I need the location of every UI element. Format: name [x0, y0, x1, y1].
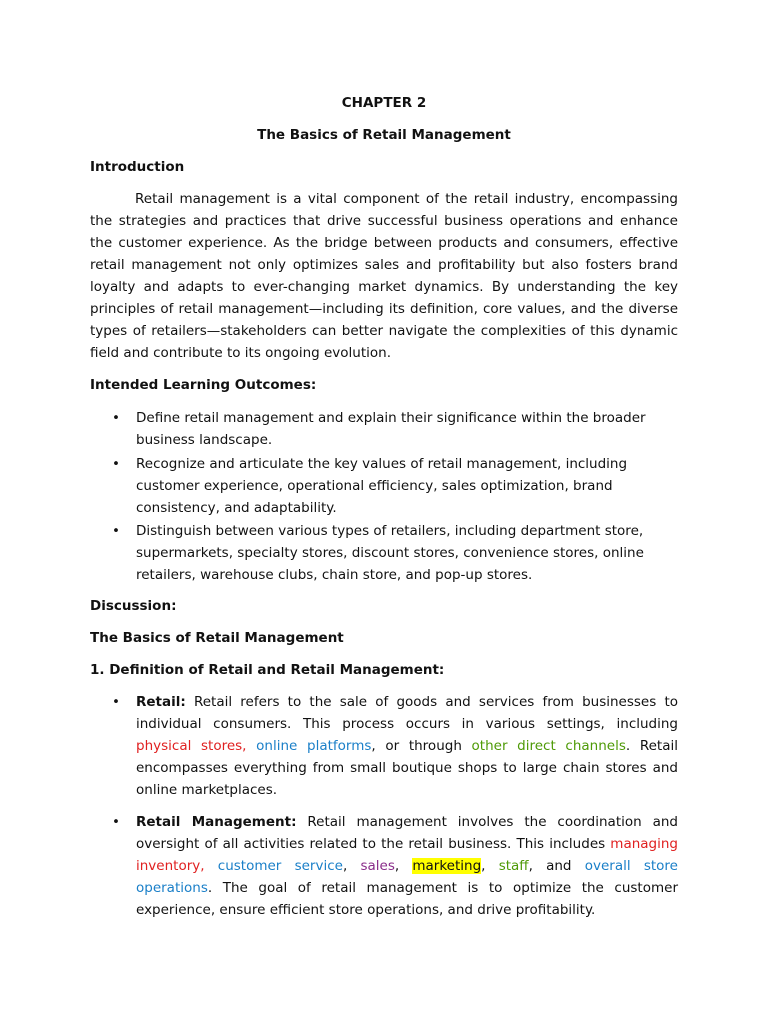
section-heading: 1. Definition of Retail and Retail Management: — [90, 662, 445, 678]
discussion-subheading: The Basics of Retail Management — [90, 630, 344, 646]
definitions-list — [90, 691, 678, 921]
definition-text: Retail refers to the sale of goods and services from businesses to individual consumers. This process occurs in various settings, including — [136, 694, 678, 732]
list-item — [90, 407, 678, 451]
store-operations-text: overall store operations — [136, 858, 678, 896]
outcome-text: Distinguish between various types of retailers, including department store, supermarkets, specialty stores, discount stores, convenience stores, online retailers, warehouse clubs, chain store, and pop-up stores. — [136, 523, 644, 583]
chapter-title: The Basics of Retail Management — [257, 127, 511, 143]
term-label: Retail Management: — [136, 814, 297, 830]
term-label: Retail: — [136, 694, 186, 710]
definition-text: . Retail encompasses everything from small boutique shops to large chain stores and online marketplaces. — [136, 738, 678, 798]
definition-text: Retail management involves the coordination and oversight of all activities related to the retail business. This includes — [136, 814, 678, 852]
bullet-icon: • — [112, 523, 120, 539]
outcomes-list — [90, 407, 678, 586]
definition-text: . The goal of retail management is to optimize the customer experience, ensure efficient store operations, and drive profitability. — [136, 880, 678, 918]
discussion-heading: Discussion: — [90, 598, 177, 614]
managing-inventory-text: managing inventory, — [136, 836, 678, 874]
list-item — [90, 453, 678, 519]
separator-text: , and — [528, 858, 585, 874]
separator-text: , — [394, 858, 413, 874]
chapter-label: CHAPTER 2 — [341, 95, 427, 111]
sales-text: sales — [360, 858, 395, 874]
intro-heading: Introduction — [90, 159, 185, 175]
spacer-text — [246, 738, 256, 754]
retail-definition — [90, 691, 678, 801]
retail-management-definition — [90, 811, 678, 921]
online-platforms-text: online platforms — [256, 738, 372, 754]
bullet-icon: • — [112, 814, 120, 830]
spacer-text — [205, 858, 218, 874]
bullet-icon: • — [112, 694, 120, 710]
intro-paragraph: Retail management is a vital component of the retail industry, encompassing the strategies and practices that drive successful business operations and enhance the customer experience. As the bridge between products and consumers, effective retail management not only optimizes sales and profitability but also fosters brand loyalty and adapts to ever-changing market dynamics. By understanding the key principles of retail management—including its definition, core values, and the diverse types of retailers—stakeholders can better navigate the complexities of this dynamic field and contribute to its ongoing evolution. — [90, 191, 678, 361]
list-item — [90, 520, 678, 586]
outcome-text: Recognize and articulate the key values of retail management, including customer experience, operational efficiency, sales optimization, brand consistency, and adaptability. — [136, 455, 628, 516]
direct-channels-text: other direct channels — [471, 738, 626, 754]
separator-text: , — [481, 858, 499, 874]
customer-service-text: customer service — [217, 858, 343, 874]
bullet-icon: • — [112, 410, 120, 426]
document-page — [90, 92, 678, 921]
bullet-icon: • — [112, 455, 120, 472]
physical-stores-text: physical stores, — [136, 738, 247, 754]
definition-text: , or through — [371, 738, 472, 754]
outcomes-heading: Intended Learning Outcomes: — [90, 377, 317, 393]
outcome-text: Define retail management and explain their significance within the broader business landscape. — [136, 410, 646, 448]
marketing-highlight-text: marketing — [412, 858, 482, 874]
separator-text: , — [342, 858, 361, 874]
staff-text: staff — [498, 858, 529, 874]
